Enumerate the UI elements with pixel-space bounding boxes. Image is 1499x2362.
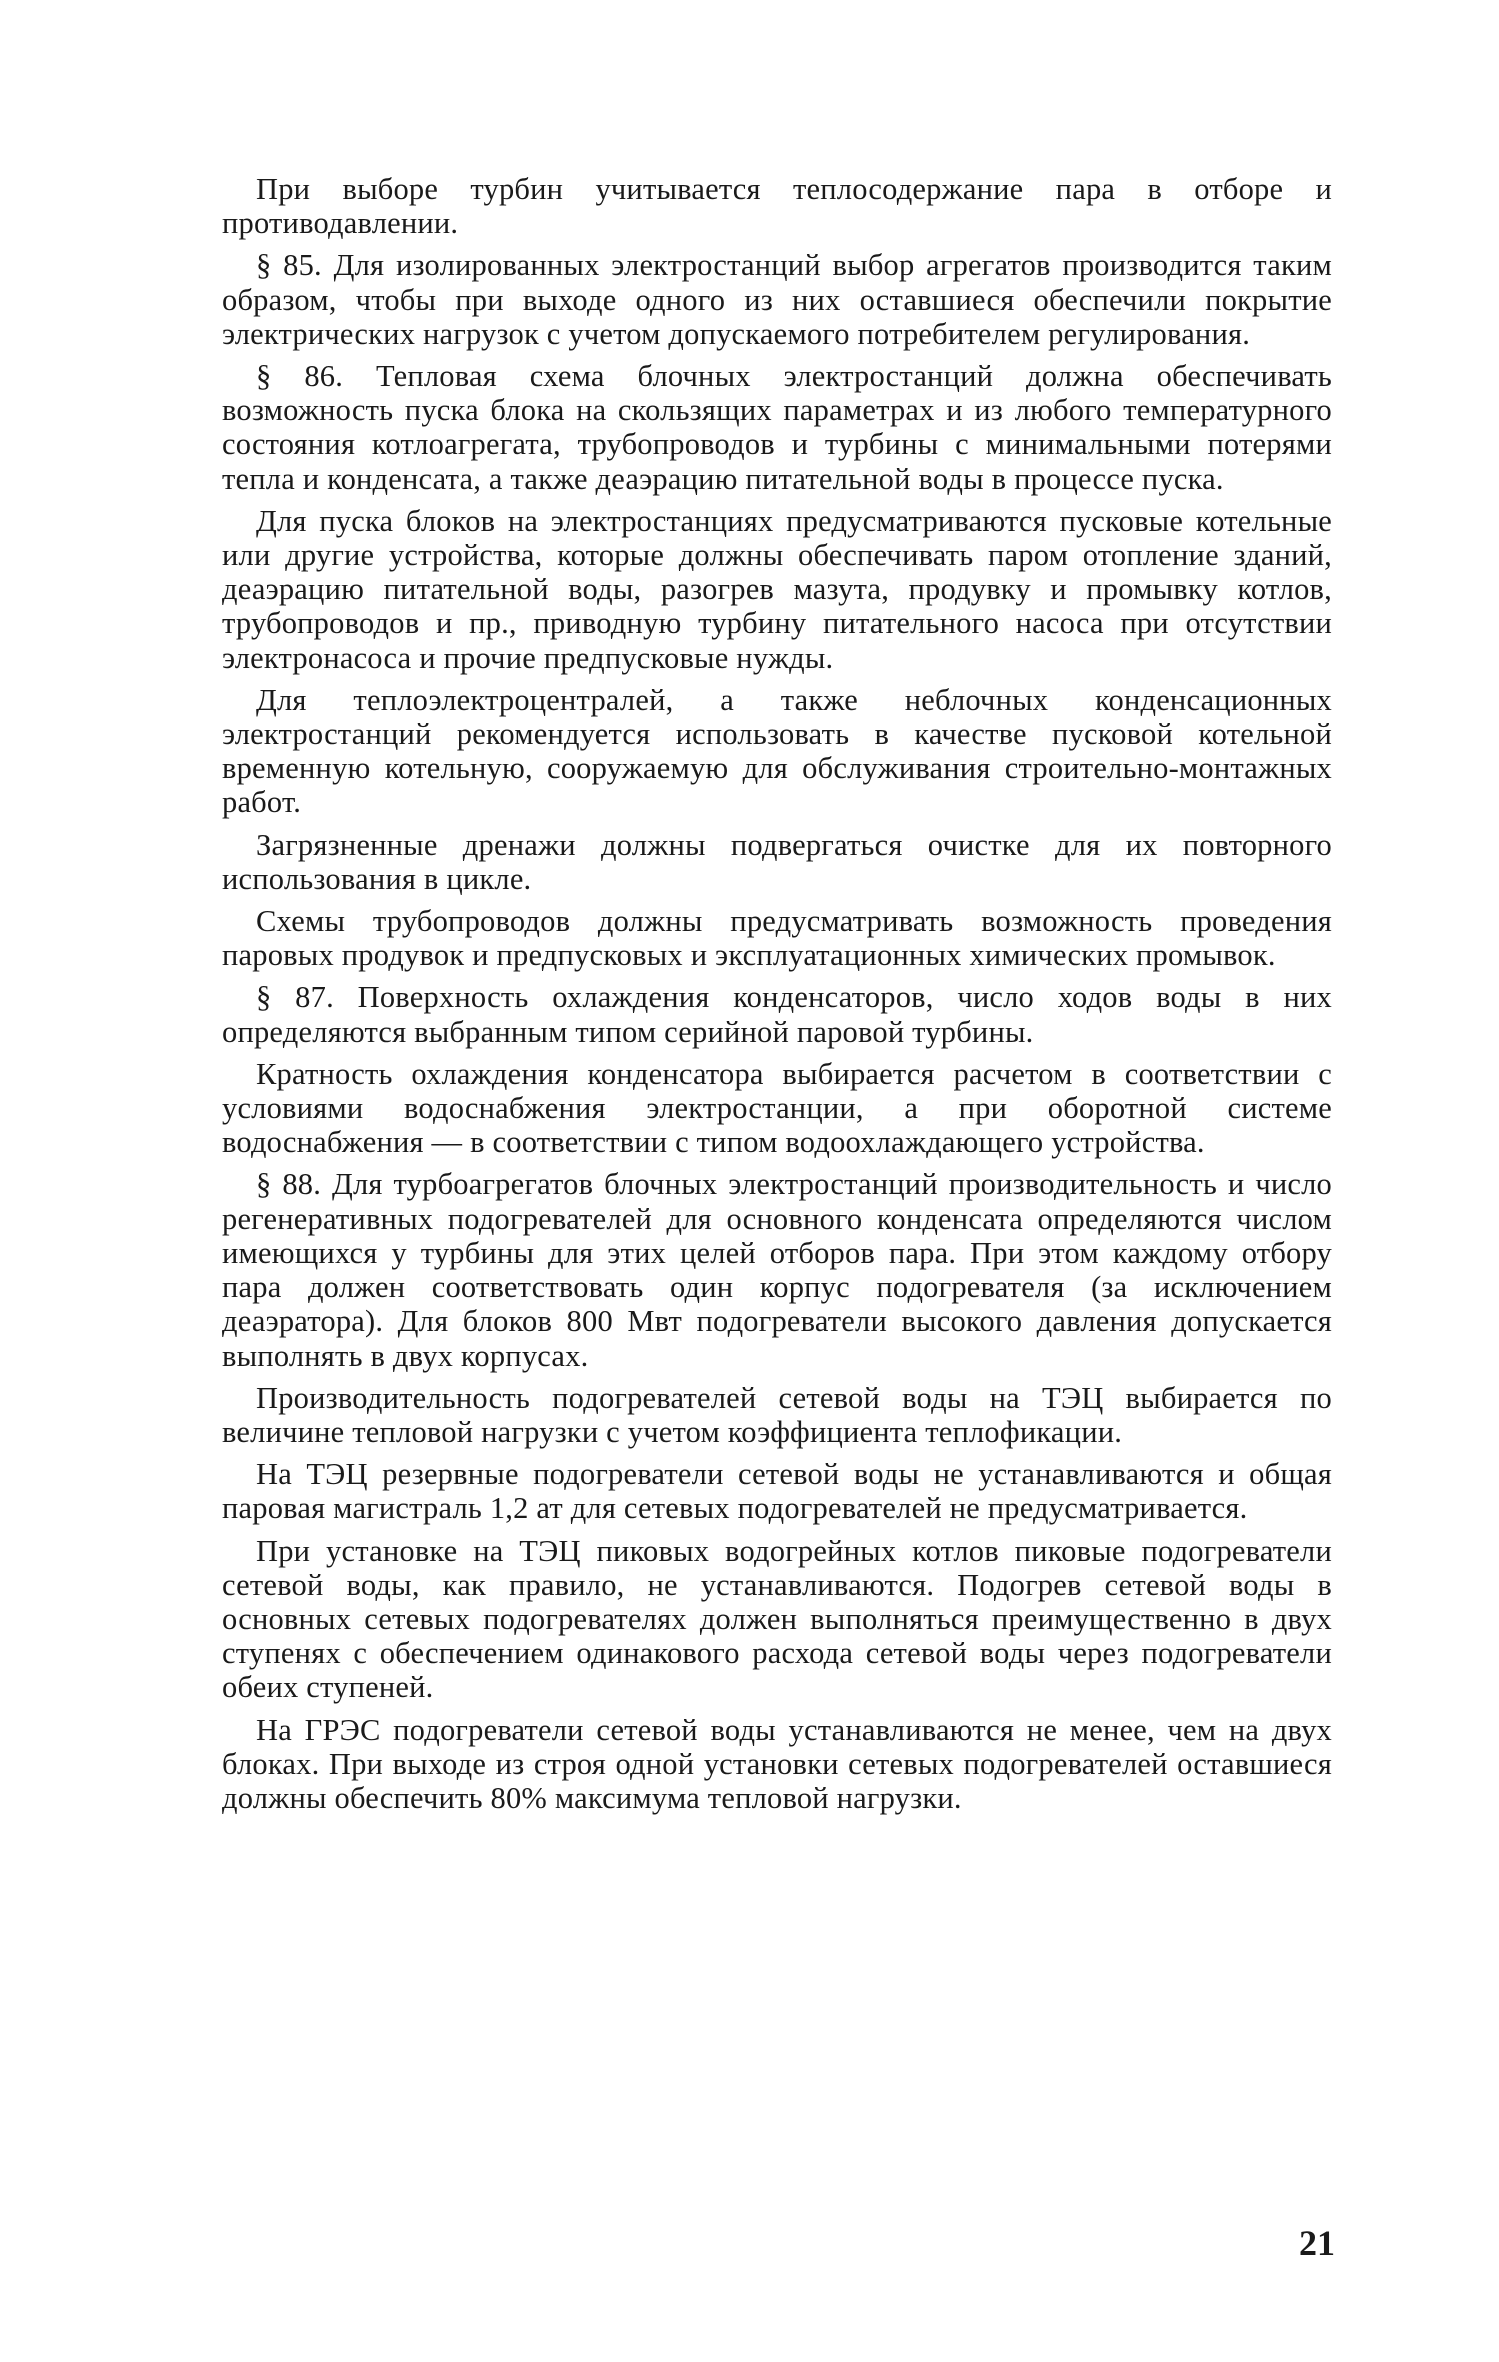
paragraph-section-86: § 86. Тепловая схема блочных электростанций должна обеспечивать возможность пуска блока на скользящих параметрах и из любого температурного состояния котлоагрегата, трубопроводов и турбины с минимальными потерями тепла и конденсата, а также деаэрацию питательной воды в процессе пуска. — [222, 359, 1332, 496]
paragraph: Схемы трубопроводов должны предусматривать возможность проведения паровых продувок и предпусковых и эксплуатационных химических промывок. — [222, 904, 1332, 973]
paragraph: Для теплоэлектроцентралей, а также неблочных конденсационных электростанций рекомендуется использовать в качестве пусковой котельной временную котельную, сооружаемую для обслуживания строительно-монтажных работ. — [222, 682, 1332, 820]
paragraph: Для пуска блоков на электростанциях предусматриваются пусковые котельные или другие устройства, которые должны обеспечивать паром отопление зданий, деаэрацию питательной воды, разогрев мазута, продувку и промывку котлов, трубопроводов и пр., приводную турбину питательного насоса при отсутствии электронасоса и прочие предпусковые нужды. — [222, 503, 1332, 675]
paragraph-section-88: § 88. Для турбоагрегатов блочных электростанций производительность и число регенеративных подогревателей для основного конденсата определяются числом имеющихся у турбины для этих целей отборов пара. При этом каждому отбору пара должен соответствовать один корпус подогревателя (за исключением деаэратора). Для блоков 800 Мвт подогреватели высокого давления допускается выполнять в двух корпусах. — [222, 1167, 1332, 1373]
body-text — [222, 172, 1332, 1823]
paragraph: Загрязненные дренажи должны подвергаться очистке для их повторного использования в цикле. — [222, 827, 1332, 896]
paragraph: При выборе турбин учитывается теплосодержание пара в отборе и противодавлении. — [222, 172, 1332, 241]
paragraph: Кратность охлаждения конденсатора выбирается расчетом в соответствии с условиями водоснабжения электростанции, а при оборотной системе водоснабжения — в соответствии с типом водоохлаждающего устройства. — [222, 1056, 1332, 1160]
paragraph-section-85: § 85. Для изолированных электростанций выбор агрегатов производится таким образом, чтобы при выходе одного из них оставшиеся обеспечили покрытие электрических нагрузок с учетом допускаемого потребителем регулирования. — [222, 248, 1332, 351]
page-number: 21 — [1299, 2223, 1335, 2263]
paragraph: Производительность подогревателей сетевой воды на ТЭЦ выбирается по величине тепловой нагрузки с учетом коэффициента теплофикации. — [222, 1380, 1332, 1449]
paragraph-section-87: § 87. Поверхность охлаждения конденсаторов, число ходов воды в них определяются выбранным типом серийной паровой турбины. — [222, 980, 1332, 1049]
paragraph: На ГРЭС подогреватели сетевой воды устанавливаются не менее, чем на двух блоках. При выходе из строя одной установки сетевых подогревателей оставшиеся должны обеспечить 80% максимума тепловой нагрузки. — [222, 1712, 1332, 1815]
paragraph: При установке на ТЭЦ пиковых водогрейных котлов пиковые подогреватели сетевой воды, как правило, не устанавливаются. Подогрев сетевой воды в основных сетевых подогревателях должен выполняться преимущественно в двух ступенях с обеспечением одинакового расхода сетевой воды через подогреватели обеих ступеней. — [222, 1533, 1332, 1705]
paragraph: На ТЭЦ резервные подогреватели сетевой воды не устанавливаются и общая паровая магистраль 1,2 ат для сетевых подогревателей не предусматривается. — [222, 1457, 1332, 1526]
